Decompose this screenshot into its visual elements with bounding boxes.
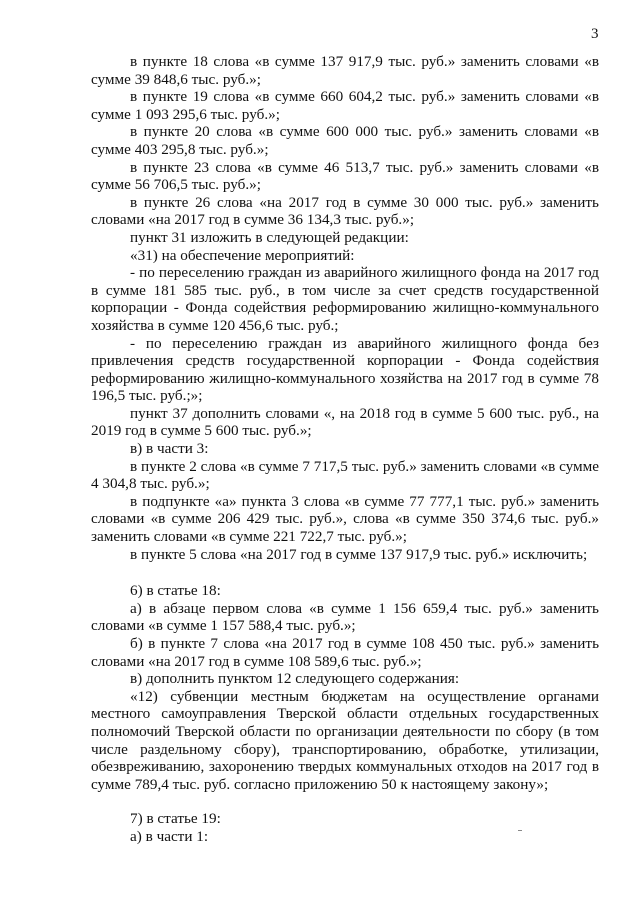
paragraph: в пункте 23 слова «в сумме 46 513,7 тыс. руб.» заменить словами «в сумме 56 706,5 тыс. руб.»;	[91, 158, 599, 194]
paragraph: - по переселению граждан из аварийного жилищного фонда без привлечения средств государственной корпорации - Фонда содействия реформированию жилищно-коммунального хозяйства на 2017 год в сумме 78 196,5 тыс. руб.;»;	[91, 334, 599, 405]
paragraph: в) в части 3:	[130, 440, 209, 458]
paragraph: в пункте 20 слова «в сумме 600 000 тыс. руб.» заменить словами «в сумме 403 295,8 тыс. руб.»;	[91, 123, 599, 158]
paragraph: в подпункте «а» пункта 3 слова «в сумме 77 777,1 тыс. руб.» заменить словами «в сумме 206 429 тыс. руб.», слова «в сумме 350 374,6 тыс. руб.» заменить словами «в сумме 221 722,7 тыс. руб.»;	[91, 492, 599, 546]
paragraph: «12) субвенции местным бюджетам на осуществление органами местного самоуправления Тверской области отдельных государственных полномочий Тверской области по организации деятельности по сбору (в том числе раздельному сбору), транспортированию, обработке, утилизации, обезвреживанию, захоронению твердых коммунальных отходов на 2017 год в сумме 789,4 тыс. руб. согласно приложению 50 к настоящему закону»;	[91, 687, 599, 793]
scan-mark	[518, 830, 522, 831]
paragraph: 6) в статье 18:	[130, 582, 221, 600]
paragraph: б) в пункте 7 слова «на 2017 год в сумме 108 450 тыс. руб.» заменить словами «на 2017 год в сумме 108 589,6 тыс. руб.»;	[91, 635, 599, 670]
paragraph: пункт 37 дополнить словами «, на 2018 год в сумме 5 600 тыс. руб., на 2019 год в сумме 5 600 тыс. руб.»;	[91, 404, 599, 440]
paragraph: - по переселению граждан из аварийного жилищного фонда на 2017 год в сумме 181 585 тыс. руб., в том числе за счет средств государственной корпорации - Фонда содействия реформированию жилищно-коммунального хозяйства в сумме 120 456,6 тыс. руб.;	[91, 264, 599, 334]
paragraph-gap	[91, 563, 599, 582]
paragraph: пункт 31 изложить в следующей редакции:	[130, 228, 409, 246]
paragraph: в пункте 2 слова «в сумме 7 717,5 тыс. руб.» заменить словами «в сумме 4 304,8 тыс. руб.»;	[91, 457, 599, 493]
paragraph: 7) в статье 19:	[130, 810, 221, 828]
paragraph: в пункте 26 слова «на 2017 год в сумме 30 000 тыс. руб.» заменить словами «на 2017 год в сумме 36 134,3 тыс. руб.»;	[91, 193, 599, 229]
paragraph: в пункте 19 слова «в сумме 660 604,2 тыс. руб.» заменить словами «в сумме 1 093 295,6 тыс. руб.»;	[91, 88, 599, 123]
paragraph: в пункте 5 слова «на 2017 год в сумме 137 917,9 тыс. руб.» исключить;	[130, 545, 588, 563]
paragraph: «31) на обеспечение мероприятий:	[130, 246, 355, 264]
paragraph: а) в абзаце первом слова «в сумме 1 156 659,4 тыс. руб.» заменить словами «в сумме 1 157 588,4 тыс. руб.»;	[91, 599, 599, 635]
paragraph-gap	[91, 793, 599, 810]
paragraph: а) в части 1:	[130, 827, 209, 845]
paragraph: в) дополнить пунктом 12 следующего содержания:	[130, 670, 460, 688]
page-number: 3	[591, 26, 599, 42]
document-body	[91, 53, 599, 846]
paragraph: в пункте 18 слова «в сумме 137 917,9 тыс. руб.» заменить словами «в сумме 39 848,6 тыс. руб.»;	[91, 53, 599, 88]
